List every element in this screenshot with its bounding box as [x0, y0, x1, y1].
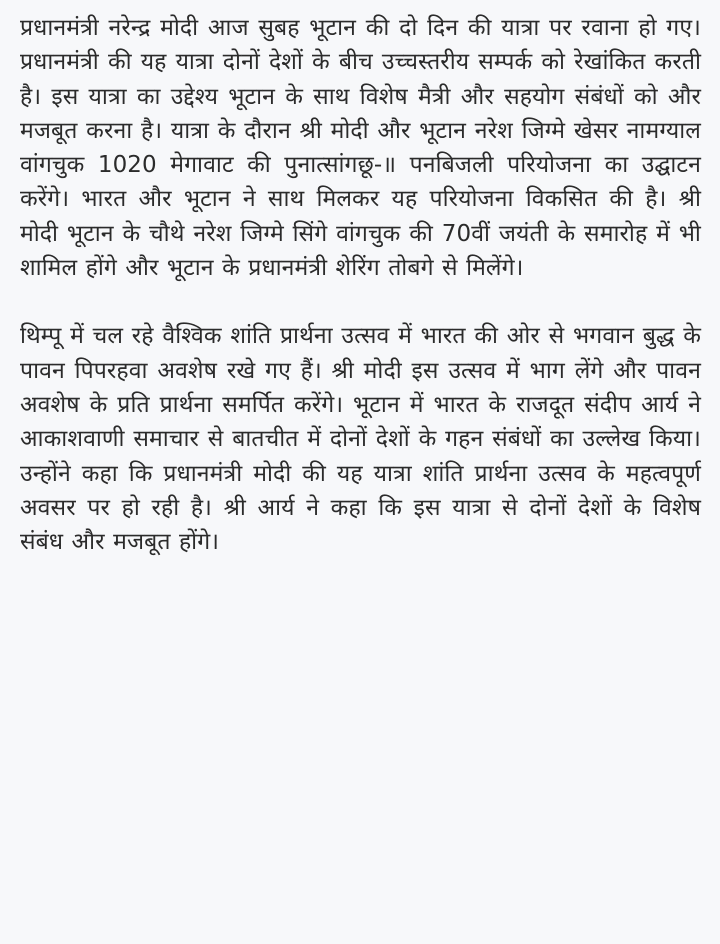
article-paragraph: थिम्पू में चल रहे वैश्विक शांति प्रार्थना उत्सव में भारत की ओर से भगवान बुद्ध के पावन पिपरहवा अवशेष रखे गए हैं। श्री मोदी इस उत्सव में भाग लेंगे और पावन अवशेष के प्रति प्रार्थना समर्पित करेंगे। भूटान में भारत के राजदूत संदीप आर्य ने आकाशवाणी समाचार से बातचीत में दोनों देशों के गहन संबंधों का उल्लेख किया। उन्होंने कहा कि प्रधानमंत्री मोदी की यह यात्रा शांति प्रार्थना उत्सव के महत्वपूर्ण अवसर पर हो रही है। श्री आर्य ने कहा कि इस यात्रा से दोनों देशों के विशेष संबंध और मजबूत होंगे।	[20, 323, 701, 556]
article-paragraph: प्रधानमंत्री नरेन्द्र मोदी आज सुबह भूटान की दो दिन की यात्रा पर रवाना हो गए। प्रधानमंत्री की यह यात्रा दोनों देशों के बीच उच्चस्तरीय सम्पर्क को रेखांकित करती है। इस यात्रा का उद्देश्य भूटान के साथ विशेष मैत्री और सहयोग संबंधों को और मजबूत करना है। यात्रा के दौरान श्री मोदी और भूटान नरेश जिग्मे खेसर नामग्याल वांगचुक 1020 मेगावाट की पुनात्सांगछू-॥ पनबिजली परियोजना का उद्घाटन करेंगे। भारत और भूटान ने साथ मिलकर यह परियोजना विकसित की है। श्री मोदी भूटान के चौथे नरेश जिग्मे सिंगे वांगचुक की 70वीं जयंती के समारोह में भी शामिल होंगे और भूटान के प्रधानमंत्री शेरिंग तोबगे से मिलेंगे।	[20, 15, 702, 282]
